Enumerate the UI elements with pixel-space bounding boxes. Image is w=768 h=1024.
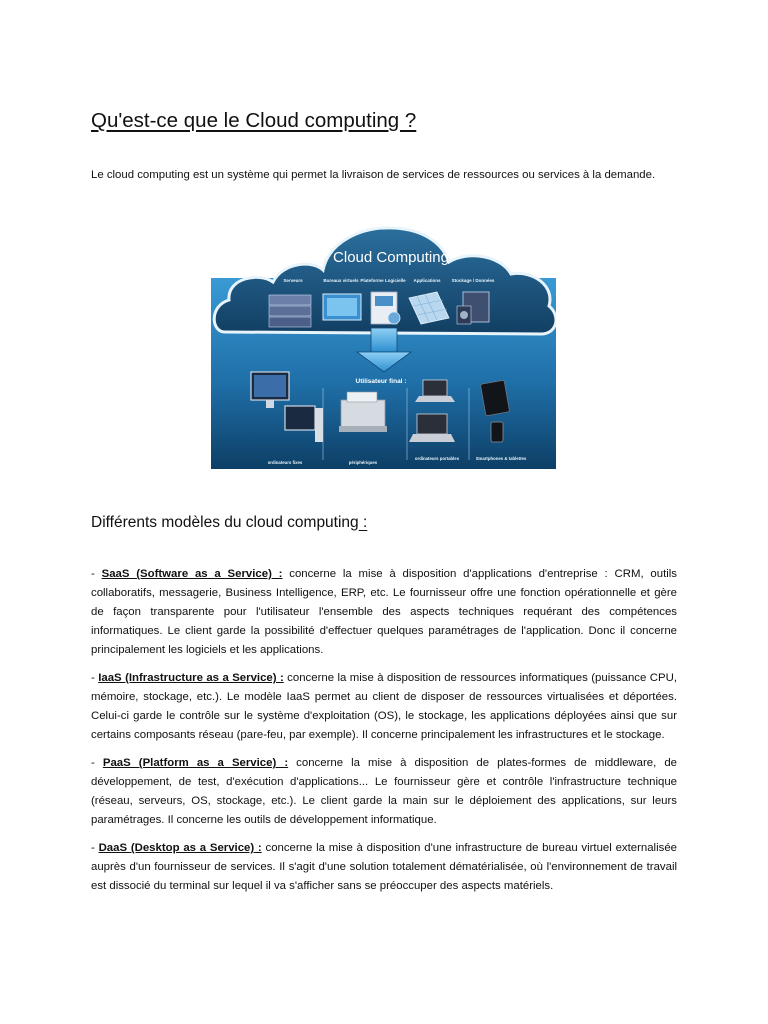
label-peripherals: périphériques	[348, 460, 378, 465]
label-plateforme: Plateforme Logicielle	[360, 278, 406, 283]
model-term: DaaS (Desktop as a Service) :	[98, 842, 262, 854]
models-list	[91, 565, 677, 905]
section-title	[91, 514, 367, 532]
model-saas	[91, 565, 677, 660]
intro-paragraph: Le cloud computing est un système qui permet la livraison de services de ressources ou services à la demande.	[91, 169, 656, 181]
model-text: concerne la mise à disposition d'applications d'entreprise : CRM, outils collaboratifs, messagerie, Business Intelligence, ERP, etc. Le fournisseur offre une fonction opérationnelle et gère de façon transparente pour l'utilisateur l'ensemble des aspects techniques requérant des compétences informatiques. Le client garde la possibilité d'effectuer quelques paramétrages de l'application. Donc il concerne principalement les logiciels et les applications.	[91, 568, 677, 656]
model-prefix: -	[91, 568, 102, 580]
model-iaas	[91, 669, 677, 745]
label-stockage: Stockage / Données	[451, 278, 495, 283]
label-desktops: ordinateurs fixes	[267, 460, 303, 465]
section-title-colon: :	[358, 514, 368, 531]
model-daas	[91, 839, 677, 896]
model-term: SaaS (Software as a Service) :	[101, 568, 283, 580]
model-paas	[91, 754, 677, 830]
software-platform-icon	[371, 292, 400, 324]
model-prefix: -	[91, 672, 99, 684]
label-serveurs: Serveurs	[283, 278, 303, 283]
label-applications: Applications	[413, 278, 441, 283]
cloud-computing-diagram	[211, 220, 556, 469]
page-title: Qu'est-ce que le Cloud computing ?	[91, 109, 417, 132]
label-laptops: ordinateurs portables	[414, 456, 460, 461]
model-text: concerne la mise à disposition d'une infrastructure de bureau virtuel externalisée auprès d'un fournisseur de services. Il s'agit d'une solution totalement dématérialisée, où l'environnement de travail est dissocié du terminal sur lequel il va s'afficher sans se préoccuper des aspects matériels.	[91, 842, 677, 892]
model-term: PaaS (Platform as a Service) :	[102, 757, 289, 769]
model-text: concerne la mise à disposition de ressources informatiques (puissance CPU, mémoire, stockage, etc.). Le modèle IaaS permet au client de disposer de ressources virtualisées et déportées. Celui-ci garde le contrôle sur le système d'exploitation (OS), le stockage, les applications déployées ainsi que sur certains composants réseau (pare-feu, par exemple). Il concerne principalement les infrastructures et le stockage.	[91, 672, 677, 741]
model-term: IaaS (Infrastructure as a Service) :	[98, 672, 284, 684]
model-prefix: -	[91, 757, 103, 769]
section-title-text: Différents modèles du cloud computing	[91, 514, 359, 531]
end-user-label: Utilisateur final :	[355, 378, 407, 385]
model-prefix: -	[91, 842, 99, 854]
server-stack-icon	[269, 295, 311, 327]
label-smartphones: Smartphones & tablettes	[475, 456, 527, 461]
model-text: concerne la mise à disposition de plates-formes de middleware, de développement, de test, d'exécution d'applications... Le fournisseur gère et contrôle l'infrastructure technique (réseau, serveurs, OS, stockage, etc.). Le client garde la main sur le déploiement des applications, sur leurs paramétrages. Il concerne les outils de développement informatique.	[91, 757, 678, 826]
label-bureaux: Bureaux virtuels	[323, 278, 359, 283]
cloud-title: Cloud Computing	[333, 249, 449, 266]
virtual-desktop-icon	[323, 294, 361, 320]
